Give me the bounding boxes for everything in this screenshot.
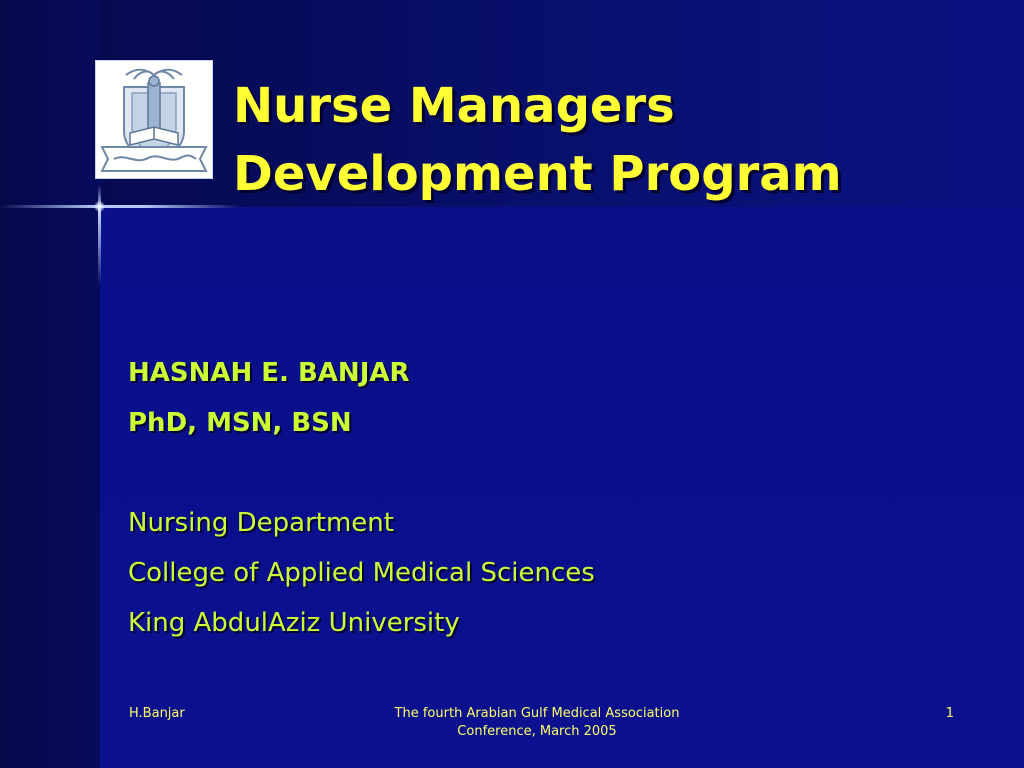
presenter-credentials: PhD, MSN, BSN: [128, 408, 352, 438]
slide-number: 1: [945, 706, 954, 721]
footer-event: [380, 705, 694, 741]
presenter-name: HASNAH E. BANJAR: [128, 358, 410, 388]
college-name: College of Applied Medical Sciences: [128, 558, 595, 588]
footer-event-line-1: The fourth Arabian Gulf Medical Association: [394, 706, 680, 721]
horizontal-accent-line: [0, 205, 240, 208]
vertical-accent-line: [98, 185, 101, 285]
title-line-1: Nurse Managers: [233, 78, 675, 134]
footer-author: H.Banjar: [129, 706, 185, 721]
left-band: [0, 0, 100, 768]
university-emblem-icon: [96, 61, 212, 178]
footer-event-line-2: Conference, March 2005: [457, 724, 617, 739]
slide-body: [128, 348, 988, 648]
slide-title: [233, 72, 993, 208]
department-name: Nursing Department: [128, 508, 394, 538]
sparkle-icon: [94, 201, 105, 212]
spacer: [128, 448, 988, 498]
title-line-2: Development Program: [233, 146, 842, 202]
university-name: King AbdulAziz University: [128, 608, 460, 638]
